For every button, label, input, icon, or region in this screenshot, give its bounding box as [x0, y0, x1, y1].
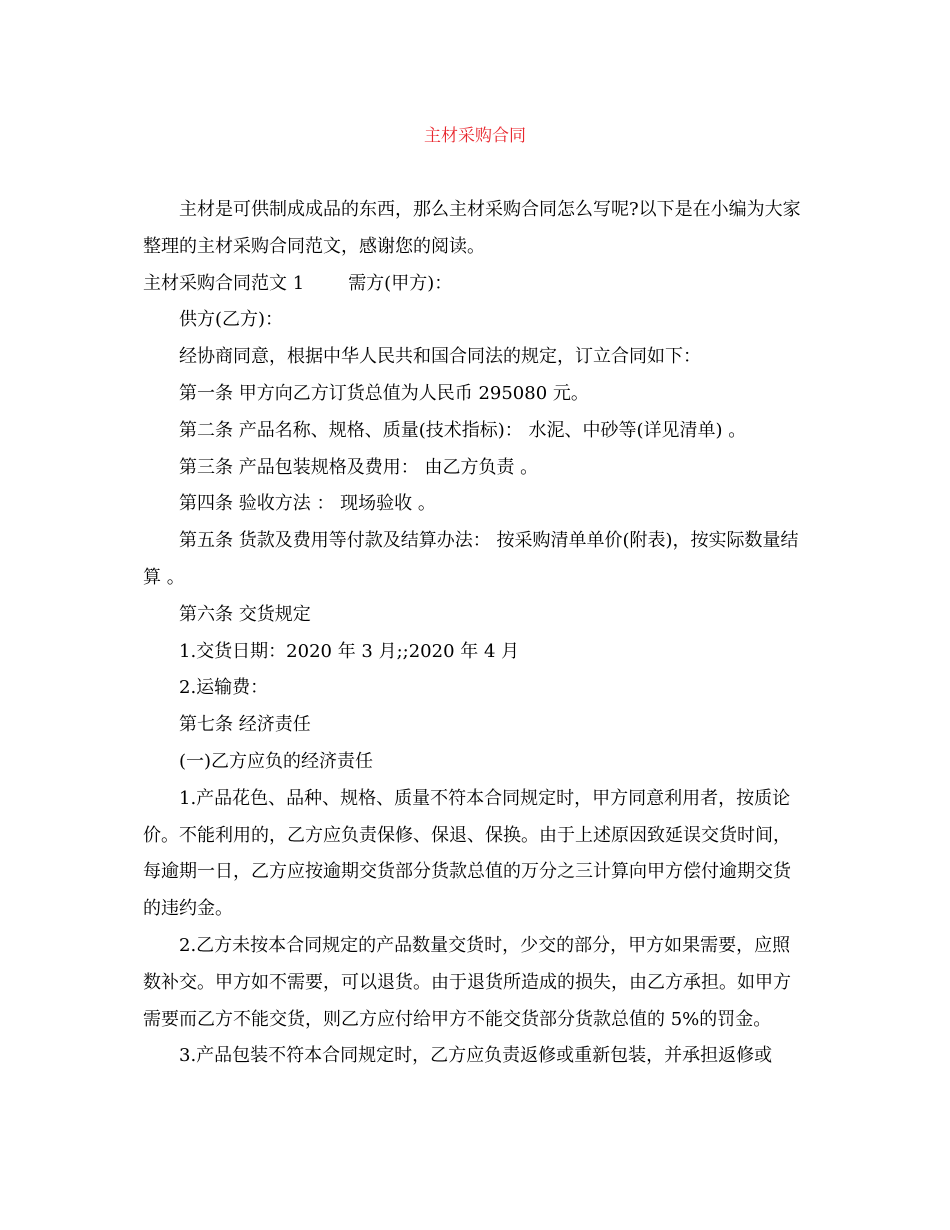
- clause-2: 2.乙方未按本合同规定的产品数量交货时，少交的部分，甲方如果需要，应照数补交。甲方如不需要，可以退货。由于退货所造成的损失，由乙方承担。如甲方需要而乙方不能交货，则乙方应付给甲方不能交货部分货款总值的 5%的罚金。: [143, 934, 791, 1030]
- freight: 2.运输费：: [179, 677, 269, 699]
- agreement-paragraph: 经协商同意，根据中华人民共和国合同法的规定，订立合同如下：: [179, 346, 701, 368]
- document-body: [143, 192, 807, 1075]
- article-4: 第四条 验收方法 ： 现场验收 。: [179, 493, 436, 515]
- article-3: 第三条 产品包装规格及费用： 由乙方负责 。: [179, 456, 539, 478]
- sample-heading: 主材采购合同范文 1: [143, 272, 305, 294]
- clause-1: 1.产品花色、品种、规格、质量不符本合同规定时，甲方同意利用者，按质论价。不能利用的，乙方应负责保修、保退、保换。由于上述原因致延误交货时间，每逾期一日，乙方应按逾期交货部分货款总值的万分之三计算向甲方偿付逾期交货的违约金。: [143, 787, 791, 920]
- article-2: 第二条 产品名称、规格、质量(技术指标)： 水泥、中砂等(详见清单) 。: [179, 419, 747, 441]
- supplier-label: 供方(乙方)：: [179, 309, 284, 331]
- article-7: 第七条 经济责任: [179, 714, 311, 736]
- article-5: 第五条 货款及费用等付款及结算办法： 按采购清单单价(附表)，按实际数量结算 。: [143, 530, 799, 588]
- sample-heading-line: [143, 266, 807, 303]
- intro-paragraph: 主材是可供制成成品的东西，那么主材采购合同怎么写呢?以下是在小编为大家整理的主材采购合同范文，感谢您的阅读。: [143, 199, 801, 257]
- clause-3: 3.产品包装不符本合同规定时，乙方应负责返修或重新包装，并承担返修或: [179, 1045, 773, 1067]
- document-title: 主材采购合同: [424, 126, 526, 146]
- liability-heading: (一)乙方应负的经济责任: [179, 750, 374, 772]
- article-6: 第六条 交货规定: [179, 603, 311, 625]
- demander-label: 需方(甲方)：: [348, 272, 453, 294]
- article-1: 第一条 甲方向乙方订货总值为人民币 295080 元。: [179, 382, 589, 404]
- delivery-date: 1.交货日期：2020 年 3 月;;2020 年 4 月: [179, 640, 520, 662]
